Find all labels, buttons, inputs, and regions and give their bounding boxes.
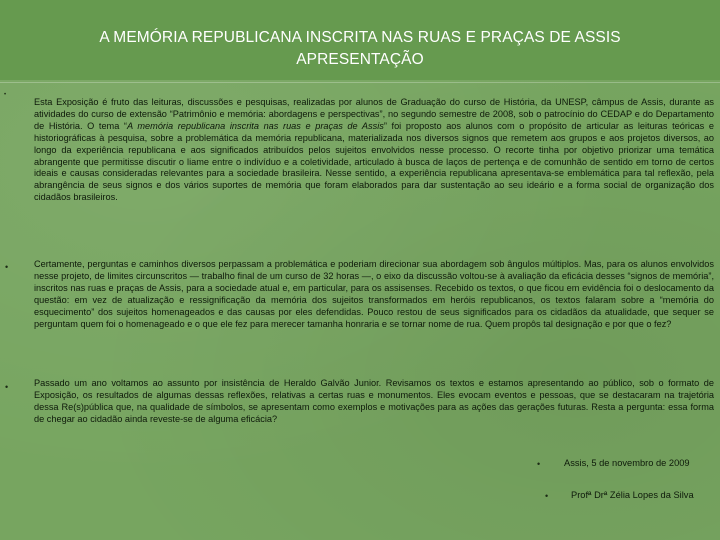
bullet-2: • — [5, 262, 9, 272]
bullet-signature-date: • — [537, 459, 541, 469]
signature-author: Profª Drª Zélia Lopes da Silva — [571, 490, 694, 500]
bullet-1: • — [4, 92, 7, 98]
bullet-3: • — [5, 382, 9, 392]
paragraph-exhibition: Passado um ano voltamos ao assunto por insistência de Heraldo Galvão Junior. Revisamos os textos e estamos apresentando ao público, sob o formato de Exposição, os resultados de algumas dessas reflexões, relativas a certas ruas e monumentos. Eles evocam eventos e pessoas, que se destacaram na trajetória dessa Re(s)pública que, na qualidade de símbolos, se apresentam como exemplos e motivações para as ações das gerações futuras. Resta a pergunta: essa forma de chegar ao cidadão ainda reveste-se de alguma eficácia? — [34, 378, 714, 424]
slide-subtitle: APRESENTAÇÃO — [296, 51, 424, 68]
paragraph-intro: Esta Exposição é fruto das leituras, discussões e pesquisas, realizadas por alunos de Graduação do curso de História, da UNESP, câmpus de Assis, durante as atividades do curso de extensão “Patrimônio e memória: abordagens e perspectivas”, no segundo semestre de 2008, sob o patrocínio do CEDAP e do Departamento de História. O tema “A memória republicana inscrita nas ruas e praças de Assis” foi proposto aos alunos com o propósito de articular as leituras teóricas e historiográficas à pesquisa, sobre a problemática da memória republicana, materializada nos diversos signos que remetem aos grupos e aos projetos diversos, ao longo da experiência republicana e aos significados atribuídos pelos sujeitos envolvidos nesse processo. O recorte tinha por objetivo priorizar uma temática abrangente que permitisse discutir o liame entre o indivíduo e a coletividade, articulado à busca de laços de pertença e de comunhão de sentido em torno de certos ideais e causas consideradas relevantes para a sociedade brasileira. Nesse sentido, a experiência republicana apresentava-se emblemática para tal reflexão, pela abrangência de seus signos e dos vários suportes de memória que foram elaborados para dar sustentação ao seu ideário e a forma social de organização dos cidadãos brasileiros. — [34, 97, 714, 203]
bullet-signature-author: • — [545, 491, 549, 501]
slide-title-block — [0, 0, 720, 80]
paragraph-discussion: Certamente, perguntas e caminhos diversos perpassam a problemática e poderiam direcionar sua abordagem sob ângulos múltiplos. Mas, para os alunos envolvidos nesse projeto, de limites circunscritos — trabalho final de um curso de 32 horas —, o eixo da discussão voltou-se à avaliação da eficácia desses “signos de memória”, inscritos nas ruas e praças de Assis, para a sociedade atual e, em particular, para os assisenses. Recebido os textos, o que ficou em evidência foi o deslocamento da questão: em vez de atualização e ressignificação da memória dos sujeitos transformados em heróis republicanos, os textos falaram sobre a “memória do esquecimento” dos sujeitos homenageados e das causas por eles defendidas. Pouco restou de seus significados para os cidadãos da atualidade, que sequer se perguntam quem foi o homenageado e o que ele fez para merecer tamanha honraria e se tornar nome de rua. Quem propôs tal designação e por que o fez? — [34, 259, 714, 329]
title-divider — [0, 82, 720, 83]
signature-place-date: Assis, 5 de novembro de 2009 — [564, 458, 690, 468]
slide-title: A MEMÓRIA REPUBLICANA INSCRITA NAS RUAS E PRAÇAS DE ASSIS — [99, 29, 621, 46]
exhibition-theme: A memória republicana inscrita nas ruas e praças de Assis — [127, 120, 384, 131]
